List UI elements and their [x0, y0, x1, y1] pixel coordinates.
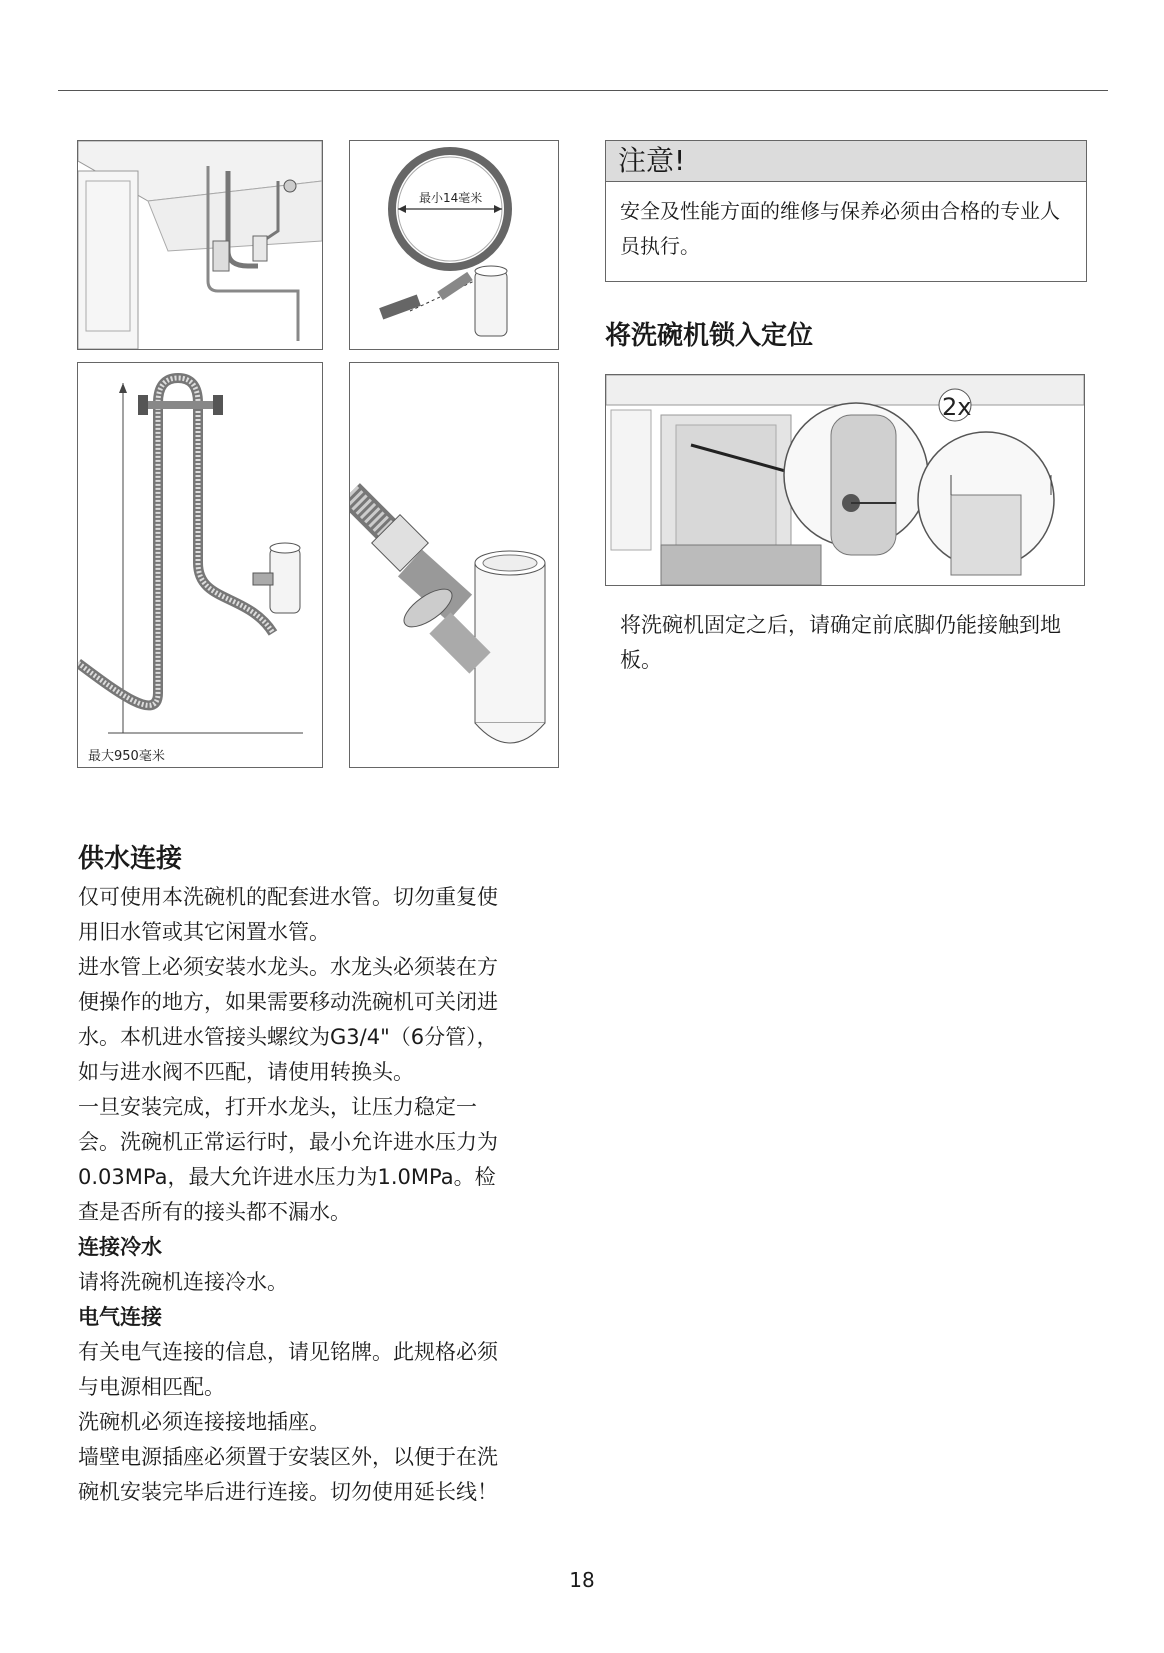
- lock-drawing: [606, 375, 1084, 585]
- water-line-1: 仅可使用本洗碗机的配套进水管。切勿重复使: [78, 885, 498, 909]
- water-line-4: 便操作的地方，如果需要移动洗碗机可关闭进: [78, 990, 498, 1014]
- notice-box: [605, 140, 1087, 282]
- notice-text: 安全及性能方面的维修与保养必须由合格的专业人员执行。: [620, 199, 1060, 258]
- electrical-title: 电气连接: [78, 1305, 162, 1329]
- water-line-2: 用旧水管或其它闲置水管。: [78, 920, 330, 944]
- lock-section-text: 将洗碗机固定之后，请确定前底脚仍能接触到地板。: [620, 613, 1061, 672]
- drain-height-figure: [77, 362, 323, 768]
- notice-title: 注意!: [606, 141, 1086, 182]
- water-line-6: 如与进水阀不匹配，请使用转换头。: [78, 1060, 414, 1084]
- cold-water-text: 请将洗碗机连接冷水。: [78, 1270, 288, 1294]
- water-line-5: 水。本机进水管接头螺纹为G3/4"（6分管），: [78, 1025, 498, 1049]
- water-section-body: [78, 880, 558, 1510]
- elec-line-1: 有关电气连接的信息，请见铭牌。此规格必须: [78, 1340, 498, 1364]
- hose-diameter-figure: [349, 140, 559, 350]
- drain-height-label: 最大950毫米: [88, 745, 165, 764]
- elec-line-2: 与电源相匹配。: [78, 1375, 225, 1399]
- water-line-7: 一旦安装完成，打开水龙头，让压力稳定一: [78, 1095, 477, 1119]
- sink-install-figure: [77, 140, 323, 350]
- page-number: 18: [569, 1568, 595, 1592]
- sink-install-drawing: [78, 141, 322, 349]
- water-line-9: 0.03MPa，最大允许进水压力为1.0MPa。检: [78, 1165, 496, 1189]
- elec-line-4: 墙壁电源插座必须置于安装区外，以便于在洗: [78, 1445, 498, 1469]
- water-line-8: 会。洗碗机正常运行时，最小允许进水压力为: [78, 1130, 498, 1154]
- siphon-connection-figure: [349, 362, 559, 768]
- hose-diameter-label: 最小14毫米: [419, 191, 483, 205]
- lock-figure: [605, 374, 1085, 586]
- elec-line-3: 洗碗机必须连接接地插座。: [78, 1410, 330, 1434]
- lock-section-title: 将洗碗机锁入定位: [605, 321, 814, 351]
- hose-diameter-drawing: [350, 141, 558, 349]
- fix-count-label: 2x: [942, 393, 972, 421]
- cold-water-title: 连接冷水: [78, 1235, 162, 1259]
- drain-height-drawing: [78, 363, 322, 767]
- elec-line-5: 碗机安装完毕后进行连接。切勿使用延长线！: [78, 1480, 498, 1504]
- water-section-title: 供水连接: [78, 844, 183, 874]
- water-line-10: 查是否所有的接头都不漏水。: [78, 1200, 351, 1224]
- water-line-3: 进水管上必须安装水龙头。水龙头必须装在方: [78, 955, 498, 979]
- header-rule: [58, 90, 1108, 91]
- siphon-connection-drawing: [350, 363, 558, 767]
